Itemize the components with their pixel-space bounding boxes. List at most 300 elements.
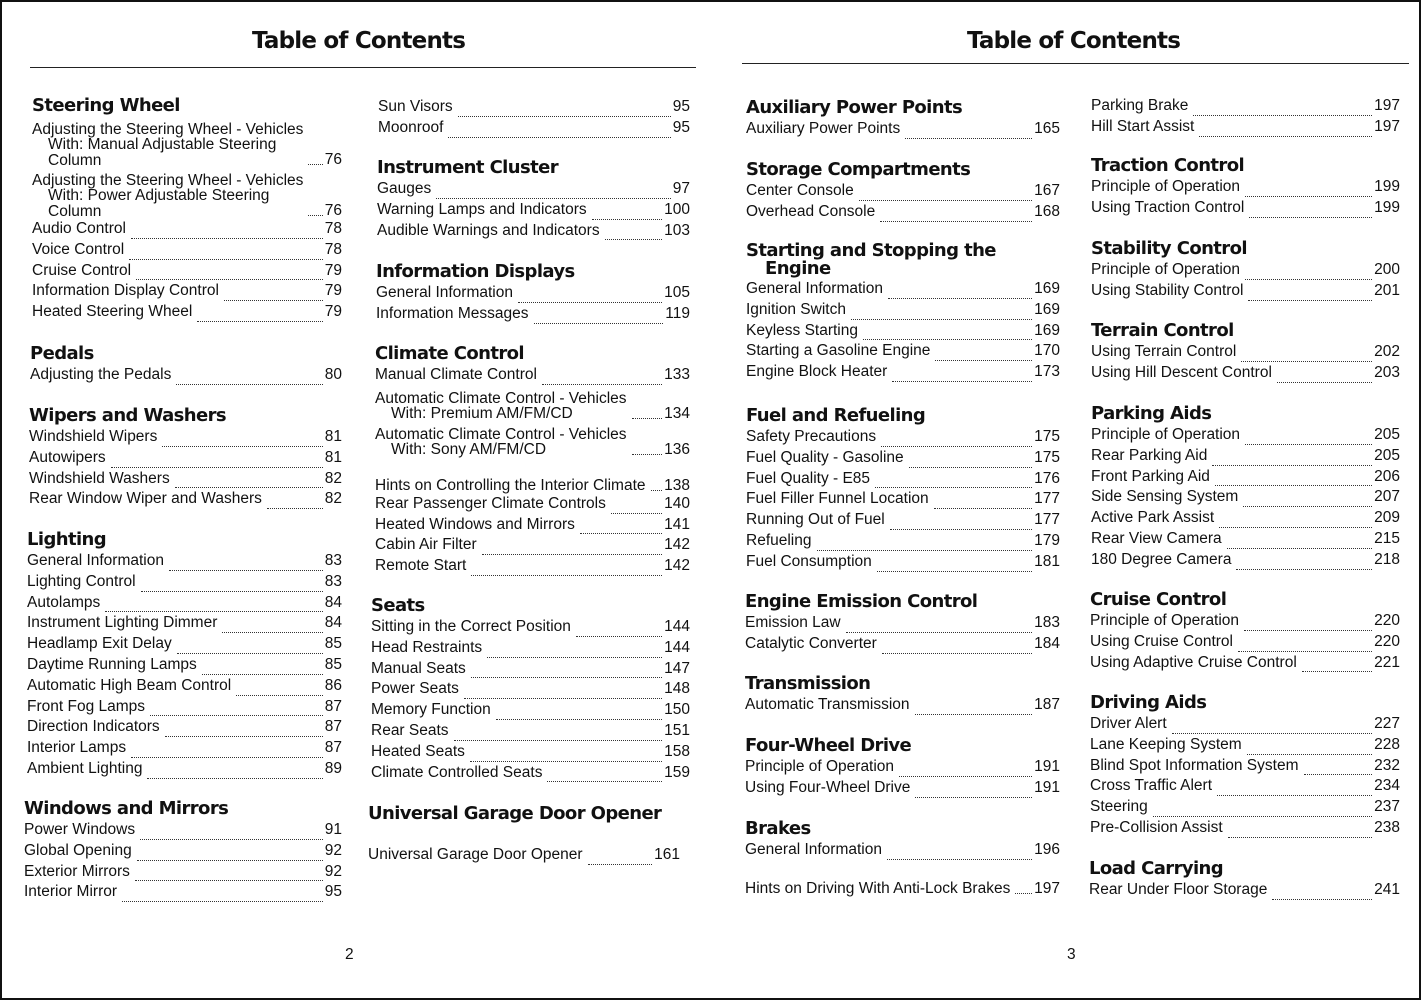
toc-entry[interactable] xyxy=(24,842,342,863)
entry-page-number: 105 xyxy=(664,284,690,301)
dot-leader xyxy=(169,566,323,571)
entry-page-number: 86 xyxy=(324,676,342,694)
entry-title: Head Restraints xyxy=(371,638,483,656)
toc-entry[interactable] xyxy=(375,495,690,516)
entry-title: Exterior Mirrors xyxy=(24,862,130,880)
entry-page-number: 175 xyxy=(1034,428,1060,445)
entry-title: Cruise Control xyxy=(32,261,132,279)
title-divider xyxy=(742,63,1409,64)
toc-entry[interactable] xyxy=(377,222,690,243)
dot-leader xyxy=(202,670,323,675)
entry-title: Information Display Control xyxy=(32,282,219,300)
dot-leader xyxy=(131,234,323,239)
entry-title: Fuel Quality - Gasoline xyxy=(746,448,904,466)
entry-title: Universal Garage Door Opener xyxy=(368,846,583,863)
dot-leader xyxy=(1215,481,1372,486)
toc-entry[interactable] xyxy=(27,656,342,677)
toc-entry[interactable] xyxy=(745,696,1060,717)
toc-entry[interactable] xyxy=(746,182,1060,203)
toc-entry[interactable] xyxy=(375,516,690,537)
entry-title: General Information xyxy=(745,841,882,858)
toc-entry[interactable] xyxy=(746,532,1060,553)
section-heading: Transmission xyxy=(745,673,871,694)
entry-page-number: 150 xyxy=(664,701,690,719)
entry-page-number: 142 xyxy=(664,536,690,554)
entry-title: Windshield Wipers xyxy=(29,428,158,445)
entry-page-number: 183 xyxy=(1034,614,1060,631)
toc-entry[interactable] xyxy=(27,739,342,760)
dot-leader xyxy=(611,509,662,514)
entry-page-number: 144 xyxy=(664,618,690,635)
section-heading: Auxiliary Power Points xyxy=(746,97,963,118)
entry-title: General Information xyxy=(27,552,164,569)
entry-page-number: 141 xyxy=(664,515,690,533)
section-heading: Starting and Stopping the Engine xyxy=(746,240,996,279)
toc-entry[interactable] xyxy=(1090,798,1400,819)
dot-leader xyxy=(308,160,322,165)
entry-page-number: 176 xyxy=(1034,469,1060,487)
dot-leader xyxy=(1302,667,1372,672)
entry-page-number: 168 xyxy=(1034,202,1060,220)
toc-entry[interactable] xyxy=(1090,777,1400,798)
section-heading: Cruise Control xyxy=(1090,589,1227,610)
entry-page-number: 241 xyxy=(1374,881,1400,898)
toc-entry[interactable] xyxy=(1091,97,1400,118)
entry-title: General Information xyxy=(376,284,513,301)
entry-page-number: 147 xyxy=(664,659,690,677)
entry-page-number: 170 xyxy=(1034,342,1060,360)
dot-leader xyxy=(1247,750,1372,755)
entry-page-number: 184 xyxy=(1034,634,1060,652)
toc-section xyxy=(1089,857,1400,902)
entry-title: Direction Indicators xyxy=(27,718,160,736)
toc-section xyxy=(1091,402,1400,572)
page-title: Table of Contents xyxy=(967,28,1181,54)
toc-entry[interactable] xyxy=(27,635,342,656)
toc-entry[interactable] xyxy=(746,120,1060,141)
dot-leader xyxy=(162,442,322,447)
section-heading: Parking Aids xyxy=(1091,403,1212,424)
entry-page-number: 76 xyxy=(324,151,342,168)
entry-title: Power Seats xyxy=(371,680,459,698)
toc-entry[interactable] xyxy=(27,677,342,698)
dot-leader xyxy=(1219,523,1372,528)
toc-entry[interactable] xyxy=(375,557,690,578)
entry-title: Principle of Operation xyxy=(745,758,895,775)
toc-entry[interactable] xyxy=(1089,881,1400,902)
toc-section xyxy=(24,797,342,904)
toc-entry[interactable] xyxy=(376,305,690,326)
entry-page-number: 79 xyxy=(324,303,342,321)
toc-entry[interactable] xyxy=(746,322,1060,343)
toc-entry[interactable] xyxy=(1091,282,1400,303)
entry-page-number: 103 xyxy=(664,221,690,239)
toc-entry[interactable] xyxy=(24,821,342,842)
toc-section xyxy=(378,98,690,140)
entry-page-number: 87 xyxy=(324,739,342,757)
entry-title: Rear View Camera xyxy=(1091,529,1222,547)
entry-page-number: 81 xyxy=(324,448,342,466)
dot-leader xyxy=(935,356,1032,361)
toc-entry[interactable] xyxy=(745,635,1060,656)
dot-leader xyxy=(1241,357,1372,362)
entry-title: Adjusting the Steering Wheel - Vehicles With: Power Adjustable Steering Column xyxy=(32,171,304,220)
dot-leader xyxy=(518,298,662,303)
toc-entry[interactable] xyxy=(371,660,690,681)
entry-title: Autowipers xyxy=(29,448,106,466)
dot-leader xyxy=(605,235,663,240)
entry-page-number: 83 xyxy=(324,552,342,569)
toc-entry[interactable] xyxy=(371,722,690,743)
toc-entry[interactable] xyxy=(32,303,342,324)
toc-entry[interactable] xyxy=(746,449,1060,470)
page-left xyxy=(2,2,712,998)
toc-entry[interactable] xyxy=(376,284,690,305)
dot-leader xyxy=(859,196,1032,201)
entry-title: Principle of Operation xyxy=(1090,612,1240,629)
toc-entry[interactable] xyxy=(371,701,690,722)
toc-entry[interactable] xyxy=(1090,819,1400,840)
dot-leader xyxy=(1236,565,1372,570)
entry-page-number: 228 xyxy=(1374,735,1400,753)
entry-page-number: 201 xyxy=(1374,281,1400,299)
dot-leader xyxy=(150,711,323,716)
toc-entry[interactable] xyxy=(32,118,342,169)
toc-entry[interactable] xyxy=(1090,736,1400,757)
entry-page-number: 134 xyxy=(664,404,690,422)
dot-leader xyxy=(576,632,662,637)
entry-title: Catalytic Converter xyxy=(745,634,877,652)
toc-entry[interactable] xyxy=(24,863,342,884)
dot-leader xyxy=(888,294,1032,299)
dot-leader xyxy=(122,897,323,902)
toc-entry[interactable] xyxy=(746,511,1060,532)
dot-leader xyxy=(105,607,323,612)
dot-leader xyxy=(887,855,1032,860)
toc-entry[interactable] xyxy=(746,280,1060,301)
toc-entry[interactable] xyxy=(745,758,1060,779)
entry-page-number: 197 xyxy=(1034,879,1060,897)
entry-page-number: 159 xyxy=(664,763,690,781)
entry-title: Hints on Controlling the Interior Climate xyxy=(375,477,646,495)
toc-section xyxy=(377,156,690,242)
toc-entry[interactable] xyxy=(27,718,342,739)
dot-leader xyxy=(136,275,323,280)
entry-title: Active Park Assist xyxy=(1091,509,1215,527)
entry-page-number: 148 xyxy=(664,680,690,698)
toc-entry[interactable] xyxy=(746,301,1060,322)
entry-page-number: 165 xyxy=(1034,120,1060,137)
dot-leader xyxy=(1277,378,1372,383)
toc-entry[interactable] xyxy=(371,618,690,639)
dot-leader xyxy=(863,335,1032,340)
entry-page-number: 97 xyxy=(672,180,690,197)
section-heading: Terrain Control xyxy=(1091,320,1234,341)
dot-leader xyxy=(482,550,662,555)
toc-section xyxy=(1091,97,1400,139)
toc-entry[interactable] xyxy=(1091,530,1400,551)
dot-leader xyxy=(846,628,1033,633)
dot-leader xyxy=(1245,440,1372,445)
entry-page-number: 76 xyxy=(324,202,342,219)
entry-page-number: 196 xyxy=(1034,841,1060,858)
dot-leader xyxy=(1172,729,1372,734)
entry-page-number: 84 xyxy=(324,614,342,632)
toc-entry[interactable] xyxy=(746,490,1060,511)
entry-title: Headlamp Exit Delay xyxy=(27,635,172,653)
toc-entry[interactable] xyxy=(32,241,342,262)
toc-section xyxy=(375,342,690,578)
toc-entry[interactable] xyxy=(30,366,342,387)
dot-leader xyxy=(1245,192,1372,197)
toc-entry[interactable] xyxy=(32,169,342,220)
entry-page-number: 169 xyxy=(1034,321,1060,339)
toc-entry[interactable] xyxy=(1091,426,1400,447)
toc-section xyxy=(1091,154,1400,220)
dot-leader xyxy=(632,414,663,419)
entry-title: Voice Control xyxy=(32,240,125,258)
entry-page-number: 133 xyxy=(664,366,690,383)
toc-section xyxy=(30,342,342,387)
entry-title: Fuel Filler Funnel Location xyxy=(746,490,929,508)
dot-leader xyxy=(308,211,322,216)
toc-entry[interactable] xyxy=(745,841,1060,862)
toc-entry[interactable] xyxy=(1091,488,1400,509)
toc-entry[interactable] xyxy=(1091,261,1400,282)
toc-entry[interactable] xyxy=(1091,468,1400,489)
entry-title: Automatic Transmission xyxy=(745,696,910,713)
entry-title: Running Out of Fuel xyxy=(746,511,885,529)
dot-leader xyxy=(487,653,662,658)
toc-entry[interactable] xyxy=(1090,654,1400,675)
entry-title: Power Windows xyxy=(24,821,136,838)
toc-entry[interactable] xyxy=(29,428,342,449)
toc-entry[interactable] xyxy=(27,552,342,573)
entry-page-number: 199 xyxy=(1374,178,1400,195)
toc-entry[interactable] xyxy=(1091,447,1400,468)
section-heading: Load Carrying xyxy=(1089,858,1224,879)
toc-entry[interactable] xyxy=(377,201,690,222)
toc-entry[interactable] xyxy=(371,639,690,660)
entry-page-number: 167 xyxy=(1034,182,1060,199)
entry-title: Rear Passenger Climate Controls xyxy=(375,494,606,512)
entry-page-number: 199 xyxy=(1374,198,1400,216)
toc-section xyxy=(745,817,1060,898)
dot-leader xyxy=(882,649,1032,654)
entry-title: Rear Seats xyxy=(371,721,449,739)
toc-entry[interactable] xyxy=(1090,633,1400,654)
toc-entry[interactable] xyxy=(375,366,690,387)
section-heading: Windows and Mirrors xyxy=(24,798,229,819)
entry-title: Overhead Console xyxy=(746,202,876,220)
toc-entry[interactable] xyxy=(32,262,342,283)
entry-title: Using Hill Descent Control xyxy=(1091,363,1272,381)
entry-page-number: 144 xyxy=(664,638,690,656)
entry-title: Windshield Washers xyxy=(29,469,170,487)
entry-page-number: 80 xyxy=(324,366,342,383)
toc-entry[interactable] xyxy=(1090,715,1400,736)
toc-section xyxy=(746,404,1060,574)
dot-leader xyxy=(588,860,653,865)
dot-leader xyxy=(1248,296,1372,301)
toc-section xyxy=(29,404,342,511)
toc-section xyxy=(371,594,690,784)
toc-entry[interactable] xyxy=(375,387,690,423)
section-heading: Stability Control xyxy=(1091,238,1247,259)
entry-title: Using Terrain Control xyxy=(1091,343,1237,360)
entry-page-number: 177 xyxy=(1034,490,1060,508)
entry-title: Information Messages xyxy=(376,304,529,322)
toc-entry[interactable] xyxy=(746,203,1060,224)
toc-entry[interactable] xyxy=(27,594,342,615)
toc-entry[interactable] xyxy=(27,698,342,719)
toc-entry[interactable] xyxy=(745,862,1060,898)
entry-title: Principle of Operation xyxy=(1091,261,1241,278)
toc-entry[interactable] xyxy=(27,573,342,594)
dot-leader xyxy=(580,529,662,534)
toc-entry[interactable] xyxy=(378,119,690,140)
dot-leader xyxy=(471,571,662,576)
dot-leader xyxy=(175,483,323,488)
entry-title: Heated Steering Wheel xyxy=(32,303,193,321)
toc-entry[interactable] xyxy=(371,764,690,785)
entry-page-number: 205 xyxy=(1374,426,1400,443)
entry-page-number: 136 xyxy=(664,440,690,458)
dot-leader xyxy=(141,587,323,592)
section-heading: Driving Aids xyxy=(1090,692,1207,713)
dot-leader xyxy=(851,315,1032,320)
entry-title: Using Adaptive Cruise Control xyxy=(1090,653,1297,671)
entry-page-number: 151 xyxy=(664,721,690,739)
toc-section xyxy=(1091,237,1400,303)
toc-entry[interactable] xyxy=(745,614,1060,635)
entry-page-number: 203 xyxy=(1374,363,1400,381)
toc-entry[interactable] xyxy=(27,614,342,635)
entry-page-number: 142 xyxy=(664,557,690,575)
entry-title: Hints on Driving With Anti-Lock Brakes xyxy=(745,880,1011,898)
entry-page-number: 173 xyxy=(1034,363,1060,381)
toc-entry[interactable] xyxy=(1091,551,1400,572)
toc-entry[interactable] xyxy=(746,428,1060,449)
entry-title: Principle of Operation xyxy=(1091,178,1241,195)
toc-entry[interactable] xyxy=(27,760,342,781)
toc-entry[interactable] xyxy=(29,490,342,511)
entry-title: Sun Visors xyxy=(378,98,453,115)
toc-section xyxy=(746,242,1060,384)
toc-entry[interactable] xyxy=(746,342,1060,363)
entry-title: Climate Controlled Seats xyxy=(371,763,543,781)
section-heading: Traction Control xyxy=(1091,155,1245,176)
dot-leader xyxy=(197,317,322,322)
toc-entry[interactable] xyxy=(1091,343,1400,364)
entry-page-number: 82 xyxy=(324,469,342,487)
toc-entry[interactable] xyxy=(29,449,342,470)
toc-section xyxy=(1091,319,1400,385)
entry-title: Audible Warnings and Indicators xyxy=(377,221,600,239)
dot-leader xyxy=(177,649,323,654)
dot-leader xyxy=(147,774,322,779)
section-heading: Steering Wheel xyxy=(32,95,180,116)
page-number: 3 xyxy=(1067,946,1076,963)
dot-leader xyxy=(135,876,323,881)
toc-entry[interactable] xyxy=(29,470,342,491)
toc-entry[interactable] xyxy=(1090,757,1400,778)
dot-leader xyxy=(909,463,1032,468)
entry-page-number: 87 xyxy=(324,718,342,736)
dot-leader xyxy=(875,483,1032,488)
toc-entry[interactable] xyxy=(1091,118,1400,139)
entry-title: Lighting Control xyxy=(27,572,136,590)
entry-title: Manual Seats xyxy=(371,659,466,677)
toc-entry[interactable] xyxy=(375,536,690,557)
entry-page-number: 191 xyxy=(1034,758,1060,775)
entry-title: Side Sensing System xyxy=(1091,488,1239,506)
toc-entry[interactable] xyxy=(1091,364,1400,385)
entry-title: Parking Brake xyxy=(1091,97,1189,114)
entry-title: Pre-Collision Assist xyxy=(1090,818,1223,836)
dot-leader xyxy=(542,380,662,385)
entry-page-number: 181 xyxy=(1034,552,1060,570)
toc-entry[interactable] xyxy=(368,846,680,867)
toc-entry[interactable] xyxy=(24,883,342,904)
page-right xyxy=(712,2,1419,998)
entry-page-number: 78 xyxy=(324,220,342,237)
dot-leader xyxy=(880,217,1032,222)
toc-entry[interactable] xyxy=(1091,509,1400,530)
toc-entry[interactable] xyxy=(1091,199,1400,220)
toc-entry[interactable] xyxy=(375,459,690,495)
dot-leader xyxy=(1304,770,1373,775)
toc-entry[interactable] xyxy=(746,553,1060,574)
toc-entry[interactable] xyxy=(371,680,690,701)
entry-page-number: 221 xyxy=(1374,653,1400,671)
toc-section xyxy=(745,734,1060,800)
section-heading: Four-Wheel Drive xyxy=(745,735,912,756)
toc-entry[interactable] xyxy=(32,220,342,241)
toc-entry[interactable] xyxy=(375,423,690,459)
toc-entry[interactable] xyxy=(745,779,1060,800)
dot-leader xyxy=(890,525,1032,530)
toc-entry[interactable] xyxy=(746,363,1060,384)
entry-title: Using Traction Control xyxy=(1091,198,1245,216)
toc-entry[interactable] xyxy=(377,180,690,201)
entry-title: Hill Start Assist xyxy=(1091,117,1195,135)
entry-page-number: 227 xyxy=(1374,715,1400,732)
entry-title: Adjusting the Pedals xyxy=(30,366,172,383)
entry-page-number: 197 xyxy=(1374,117,1400,135)
dot-leader xyxy=(934,504,1032,509)
entry-title: Fuel Quality - E85 xyxy=(746,469,871,487)
toc-entry[interactable] xyxy=(1090,612,1400,633)
section-heading: Wipers and Washers xyxy=(29,405,226,426)
dot-leader xyxy=(592,215,662,220)
toc-entry[interactable] xyxy=(371,743,690,764)
toc-entry[interactable] xyxy=(32,282,342,303)
entry-page-number: 79 xyxy=(324,282,342,300)
toc-entry[interactable] xyxy=(1091,178,1400,199)
toc-entry[interactable] xyxy=(746,470,1060,491)
toc-entry[interactable] xyxy=(378,98,690,119)
dot-leader xyxy=(267,504,323,509)
entry-page-number: 83 xyxy=(324,572,342,590)
entry-page-number: 237 xyxy=(1374,798,1400,816)
dot-leader xyxy=(454,736,663,741)
entry-title: Sitting in the Correct Position xyxy=(371,618,571,635)
entry-title: 180 Degree Camera xyxy=(1091,550,1232,568)
section-heading: Pedals xyxy=(30,343,94,364)
dot-leader xyxy=(222,628,322,633)
dot-leader xyxy=(448,133,670,138)
